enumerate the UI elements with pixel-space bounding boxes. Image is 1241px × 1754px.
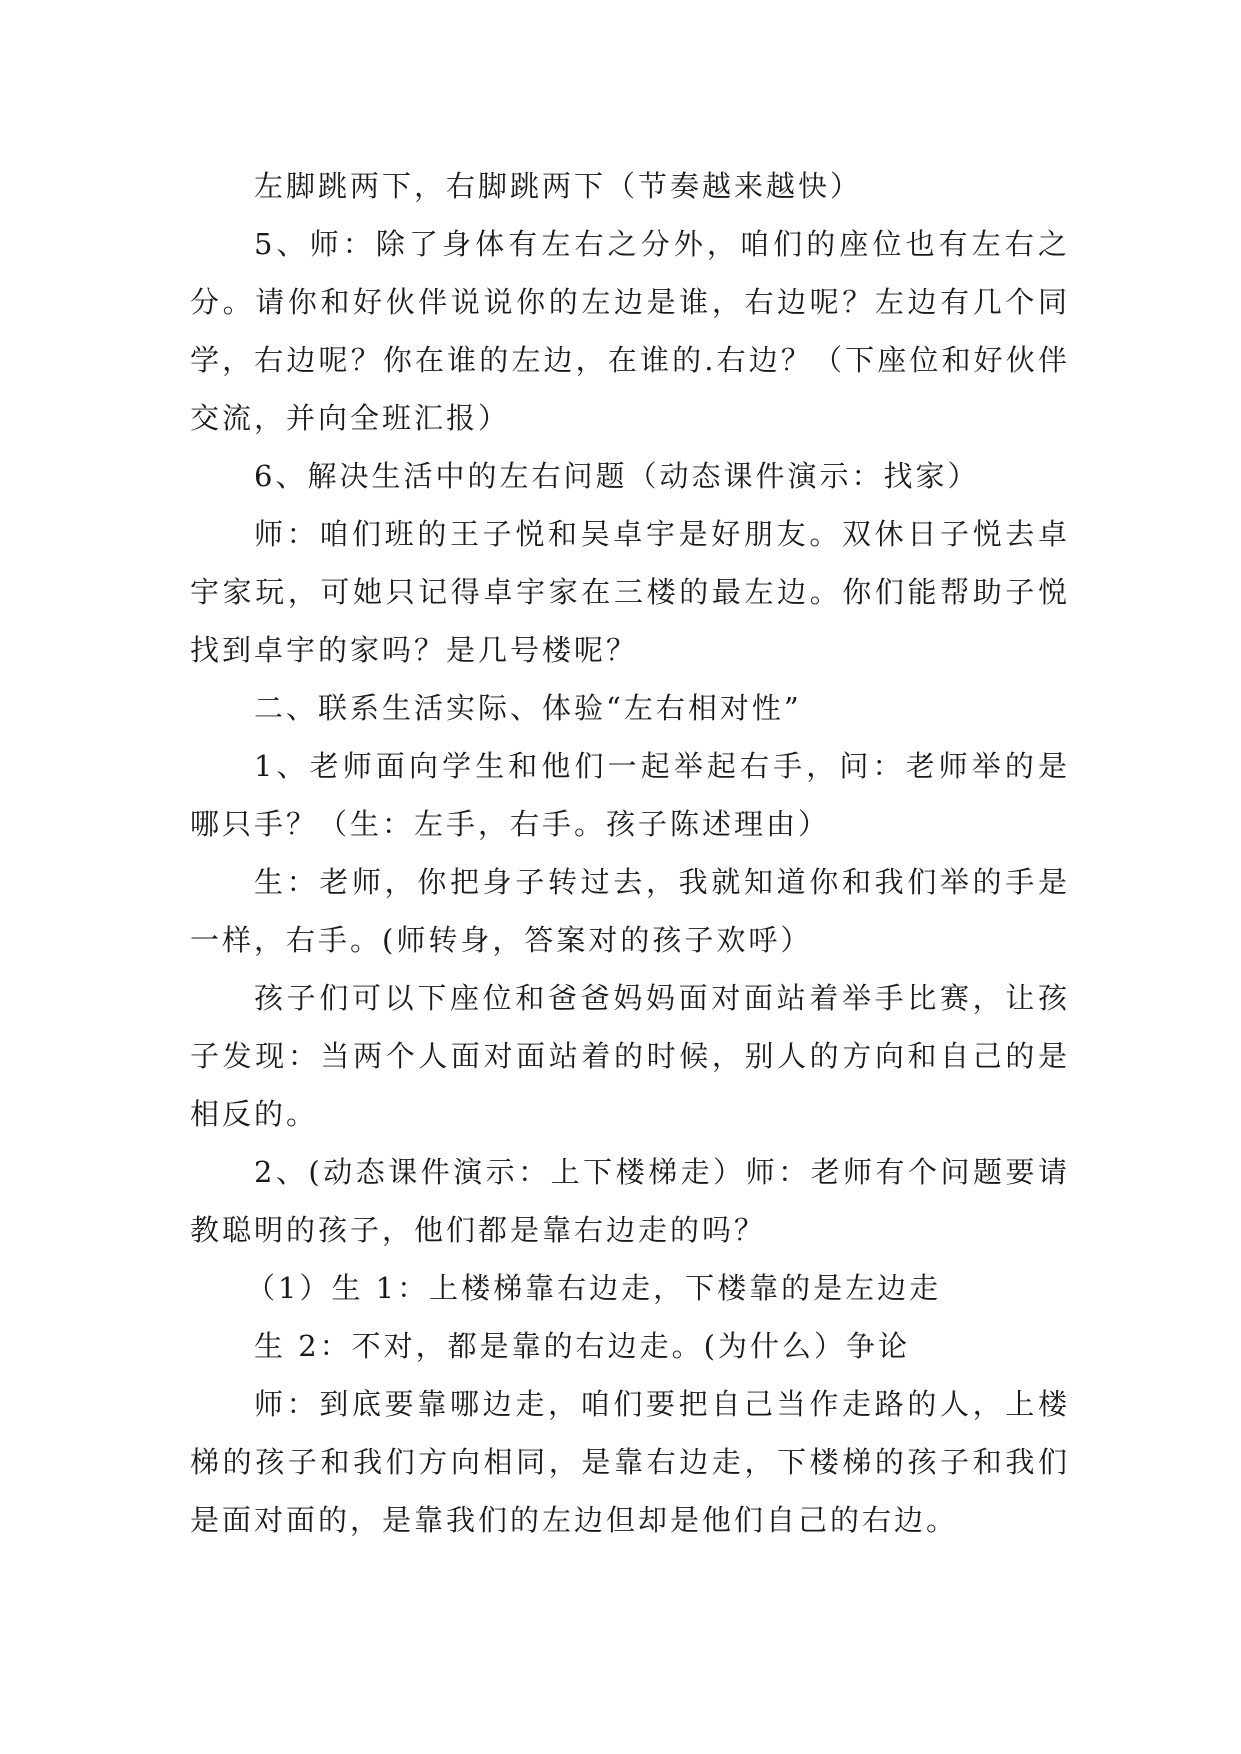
paragraph: 师：到底要靠哪边走，咱们要把自己当作走路的人，上楼梯的孩子和我们方向相同，是靠右边走，下楼梯的孩子和我们是面对面的，是靠我们的左边但却是他们自己的右边。 <box>190 1387 1070 1537</box>
paragraph: 左脚跳两下，右脚跳两下（节奏越来越快） <box>254 169 863 203</box>
paragraph: 师：咱们班的王子悦和吴卓宇是好朋友。双休日子悦去卓宇家玩，可她只记得卓宇家在三楼的最左边。你们能帮助子悦找到卓宇的家吗？是几号楼呢？ <box>190 517 1070 667</box>
paragraph: 1、老师面向学生和他们一起举起右手，问：老师举的是哪只手？（生：左手，右手。孩子陈述理由） <box>190 749 1070 841</box>
section-heading: 二、联系生活实际、体验“左右相对性” <box>254 691 802 725</box>
paragraph: 2、(动态课件演示：上下楼梯走）师：老师有个问题要请教聪明的孩子，他们都是靠右边走的吗？ <box>190 1155 1070 1247</box>
paragraph: 5、师：除了身体有左右之分外，咱们的座位也有左右之分。请你和好伙伴说说你的左边是谁，右边呢？左边有几个同学，右边呢？你在谁的左边，在谁的.右边？（下座位和好伙伴交流，并向全班汇报） <box>190 227 1070 435</box>
document-body <box>190 157 1070 1549</box>
paragraph: 6、解决生活中的左右问题（动态课件演示：找家） <box>254 459 980 493</box>
paragraph: 生 2：不对，都是靠的右边走。(为什么）争论 <box>254 1329 910 1363</box>
paragraph: 孩子们可以下座位和爸爸妈妈面对面站着举手比赛，让孩子发现：当两个人面对面站着的时候，别人的方向和自己的是相反的。 <box>190 981 1070 1131</box>
paragraph: 生：老师，你把身子转过去，我就知道你和我们举的手是一样，右手。(师转身，答案对的孩子欢呼） <box>190 865 1070 957</box>
paragraph: （1）生 1：上楼梯靠右边走，下楼靠的是左边走 <box>246 1271 942 1305</box>
